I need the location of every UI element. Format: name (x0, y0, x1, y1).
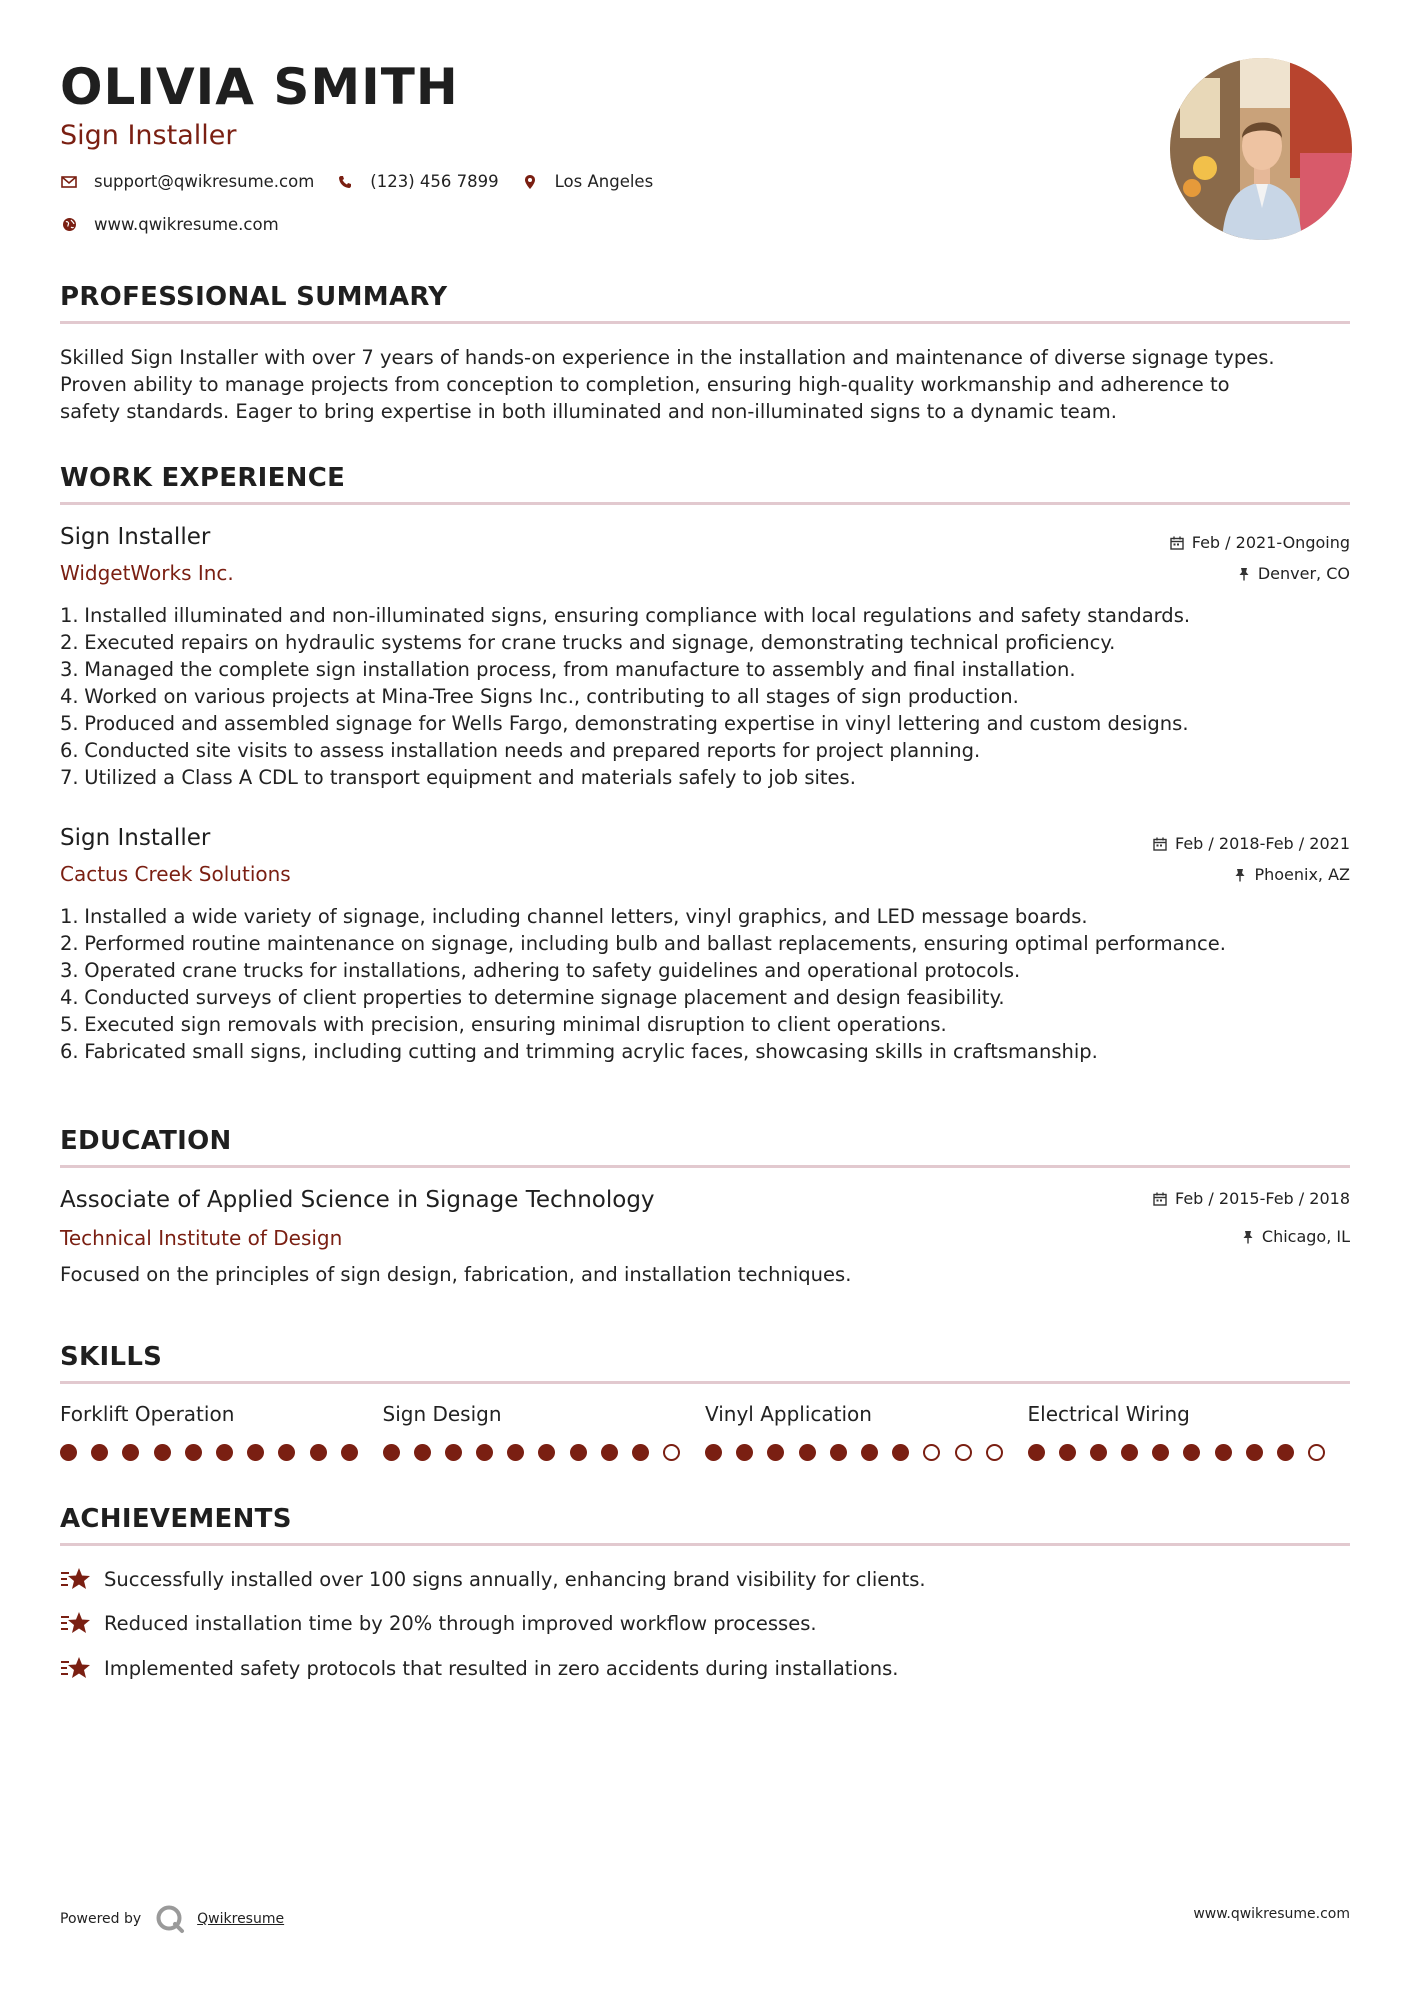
skill-item (60, 1402, 383, 1461)
resume-page (60, 0, 1350, 1990)
calendar-icon (1153, 1192, 1167, 1206)
list-item: 6. Conducted site visits to assess installation needs and prepared reports for project planning. (60, 739, 981, 762)
website-text: www.qwikresume.com (94, 215, 279, 234)
summary-text (60, 344, 1350, 425)
rating-dot-filled (414, 1444, 431, 1461)
rating-dot-filled (892, 1444, 909, 1461)
job-dates (1153, 834, 1350, 853)
skill-rating (1028, 1444, 1351, 1461)
job-dates (1170, 533, 1350, 552)
contact-row-website (60, 215, 301, 234)
email-text: support@qwikresume.com (94, 172, 315, 191)
skill-name: Sign Design (382, 1402, 502, 1426)
rating-dot-filled (861, 1444, 878, 1461)
rating-dot-filled (1277, 1444, 1294, 1461)
footer-powered-by (60, 1904, 284, 1934)
rating-dot-filled (310, 1444, 327, 1461)
list-item: 5. Produced and assembled signage for Wells Fargo, demonstrating expertise in vinyl lettering and custom designs. (60, 712, 1189, 735)
job-dates-text: Feb / 2021-Ongoing (1191, 533, 1350, 552)
star-icon (60, 1566, 92, 1592)
education-heading: EDUCATION (60, 1126, 232, 1156)
list-item: 2. Performed routine maintenance on signage, including bulb and ballast replacements, ensuring optimal performance. (60, 932, 1226, 955)
star-icon (60, 1655, 92, 1681)
skill-rating (60, 1444, 383, 1461)
phone-icon (336, 173, 354, 191)
job-bullets (60, 903, 1350, 1065)
rating-dot-filled (799, 1444, 816, 1461)
education-location-text: Chicago, IL (1261, 1227, 1350, 1246)
rating-dot-empty (986, 1444, 1003, 1461)
rating-dot-filled (476, 1444, 493, 1461)
skill-rating (705, 1444, 1028, 1461)
skills-grid (60, 1402, 1350, 1461)
job-title: Sign Installer (60, 825, 211, 851)
contact-row (60, 172, 675, 191)
rating-dot-empty (955, 1444, 972, 1461)
rating-dot-filled (767, 1444, 784, 1461)
rating-dot-filled (154, 1444, 171, 1461)
candidate-name: OLIVIA SMITH (60, 58, 459, 116)
summary-divider (60, 321, 1350, 324)
profile-photo (1170, 58, 1352, 240)
pushpin-icon (1234, 868, 1246, 882)
experience-heading: WORK EXPERIENCE (60, 463, 346, 493)
skill-item (383, 1402, 706, 1461)
rating-dot-filled (383, 1444, 400, 1461)
job-title: Sign Installer (60, 524, 211, 550)
skills-divider (60, 1381, 1350, 1384)
phone-text: (123) 456 7899 (370, 172, 499, 191)
contact-website[interactable] (60, 215, 279, 234)
job-location (1238, 564, 1350, 583)
rating-dot-filled (1121, 1444, 1138, 1461)
skill-item (1028, 1402, 1351, 1461)
list-item: 3. Operated crane trucks for installations, adhering to safety guidelines and operational protocols. (60, 959, 1021, 982)
rating-dot-filled (185, 1444, 202, 1461)
rating-dot-empty (923, 1444, 940, 1461)
achievements-heading: ACHIEVEMENTS (60, 1504, 292, 1534)
summary-line: Skilled Sign Installer with over 7 years of hands-on experience in the installation and maintenance of diverse signage types. (60, 346, 1275, 369)
achievements-divider (60, 1543, 1350, 1546)
contact-phone[interactable] (336, 172, 498, 191)
list-item: 4. Conducted surveys of client properties to determine signage placement and design feasibility. (60, 986, 1005, 1009)
star-icon (60, 1610, 92, 1636)
list-item: 1. Installed illuminated and non-illuminated signs, ensuring compliance with local regulations and safety standards. (60, 604, 1191, 627)
achievement-text: Implemented safety protocols that resulted in zero accidents during installations. (104, 1656, 899, 1680)
job-location-text: Denver, CO (1257, 564, 1350, 583)
rating-dot-filled (1246, 1444, 1263, 1461)
education-location (1242, 1227, 1350, 1246)
calendar-icon (1170, 536, 1184, 550)
globe-icon (60, 216, 78, 234)
school-name: Technical Institute of Design (60, 1226, 343, 1250)
rating-dot-filled (570, 1444, 587, 1461)
education-description: Focused on the principles of sign design, fabrication, and installation techniques. (60, 1263, 852, 1286)
rating-dot-filled (247, 1444, 264, 1461)
rating-dot-filled (216, 1444, 233, 1461)
envelope-icon (60, 173, 78, 191)
rating-dot-filled (1028, 1444, 1045, 1461)
degree-title: Associate of Applied Science in Signage Technology (60, 1187, 655, 1213)
calendar-icon (1153, 837, 1167, 851)
rating-dot-filled (122, 1444, 139, 1461)
rating-dot-filled (601, 1444, 618, 1461)
list-item: 3. Managed the complete sign installation process, from manufacture to assembly and final installation. (60, 658, 1076, 681)
job-location-text: Phoenix, AZ (1254, 865, 1350, 884)
achievement-text: Reduced installation time by 20% through improved workflow processes. (104, 1611, 817, 1635)
job-dates-text: Feb / 2018-Feb / 2021 (1175, 834, 1350, 853)
rating-dot-filled (445, 1444, 462, 1461)
location-text: Los Angeles (554, 172, 654, 191)
education-dates (1153, 1189, 1350, 1208)
rating-dot-filled (632, 1444, 649, 1461)
skill-item (705, 1402, 1028, 1461)
summary-line: Proven ability to manage projects from conception to completion, ensuring high-quality workmanship and adherence to (60, 373, 1230, 396)
list-item: 5. Executed sign removals with precision, ensuring minimal disruption to client operations. (60, 1013, 947, 1036)
achievement-item (60, 1655, 899, 1681)
education-divider (60, 1165, 1350, 1168)
rating-dot-filled (341, 1444, 358, 1461)
list-item: 4. Worked on various projects at Mina-Tree Signs Inc., contributing to all stages of sign production. (60, 685, 1019, 708)
powered-by-label: Powered by (60, 1911, 142, 1927)
rating-dot-filled (1059, 1444, 1076, 1461)
achievement-item (60, 1566, 926, 1592)
rating-dot-filled (736, 1444, 753, 1461)
experience-divider (60, 502, 1350, 505)
achievement-text: Successfully installed over 100 signs annually, enhancing brand visibility for clients. (104, 1567, 926, 1591)
rating-dot-empty (663, 1444, 680, 1461)
skill-name: Forklift Operation (60, 1402, 235, 1426)
rating-dot-filled (91, 1444, 108, 1461)
skills-heading: SKILLS (60, 1342, 163, 1372)
rating-dot-filled (1152, 1444, 1169, 1461)
job-bullets (60, 602, 1350, 791)
qwikresume-link[interactable]: Qwikresume (197, 1911, 285, 1927)
list-item: 6. Fabricated small signs, including cutting and trimming acrylic faces, showcasing skills in craftsmanship. (60, 1040, 1098, 1063)
summary-heading: PROFESSIONAL SUMMARY (60, 282, 448, 312)
skill-rating (383, 1444, 706, 1461)
footer-url[interactable]: www.qwikresume.com (1193, 1906, 1350, 1922)
pushpin-icon (1242, 1230, 1254, 1244)
skill-name: Vinyl Application (705, 1402, 872, 1426)
map-pin-icon (521, 173, 539, 191)
summary-line: safety standards. Eager to bring expertise in both illuminated and non-illuminated signs to a dynamic team. (60, 400, 1117, 423)
rating-dot-filled (278, 1444, 295, 1461)
rating-dot-filled (1183, 1444, 1200, 1461)
rating-dot-filled (507, 1444, 524, 1461)
rating-dot-filled (830, 1444, 847, 1461)
candidate-title: Sign Installer (60, 120, 237, 151)
list-item: 1. Installed a wide variety of signage, including channel letters, vinyl graphics, and LED message boards. (60, 905, 1088, 928)
contact-location (521, 172, 654, 191)
rating-dot-filled (1215, 1444, 1232, 1461)
rating-dot-empty (1308, 1444, 1325, 1461)
rating-dot-filled (60, 1444, 77, 1461)
job-company: WidgetWorks Inc. (60, 561, 234, 585)
qwikresume-logo-icon (155, 1904, 185, 1934)
rating-dot-filled (538, 1444, 555, 1461)
rating-dot-filled (705, 1444, 722, 1461)
achievement-item (60, 1610, 817, 1636)
rating-dot-filled (1090, 1444, 1107, 1461)
contact-email[interactable] (60, 172, 314, 191)
list-item: 7. Utilized a Class A CDL to transport equipment and materials safely to job sites. (60, 766, 856, 789)
job-company: Cactus Creek Solutions (60, 862, 291, 886)
job-location (1234, 865, 1350, 884)
education-dates-text: Feb / 2015-Feb / 2018 (1175, 1189, 1350, 1208)
skill-name: Electrical Wiring (1027, 1402, 1190, 1426)
list-item: 2. Executed repairs on hydraulic systems for crane trucks and signage, demonstrating technical proficiency. (60, 631, 1116, 654)
pushpin-icon (1238, 567, 1250, 581)
